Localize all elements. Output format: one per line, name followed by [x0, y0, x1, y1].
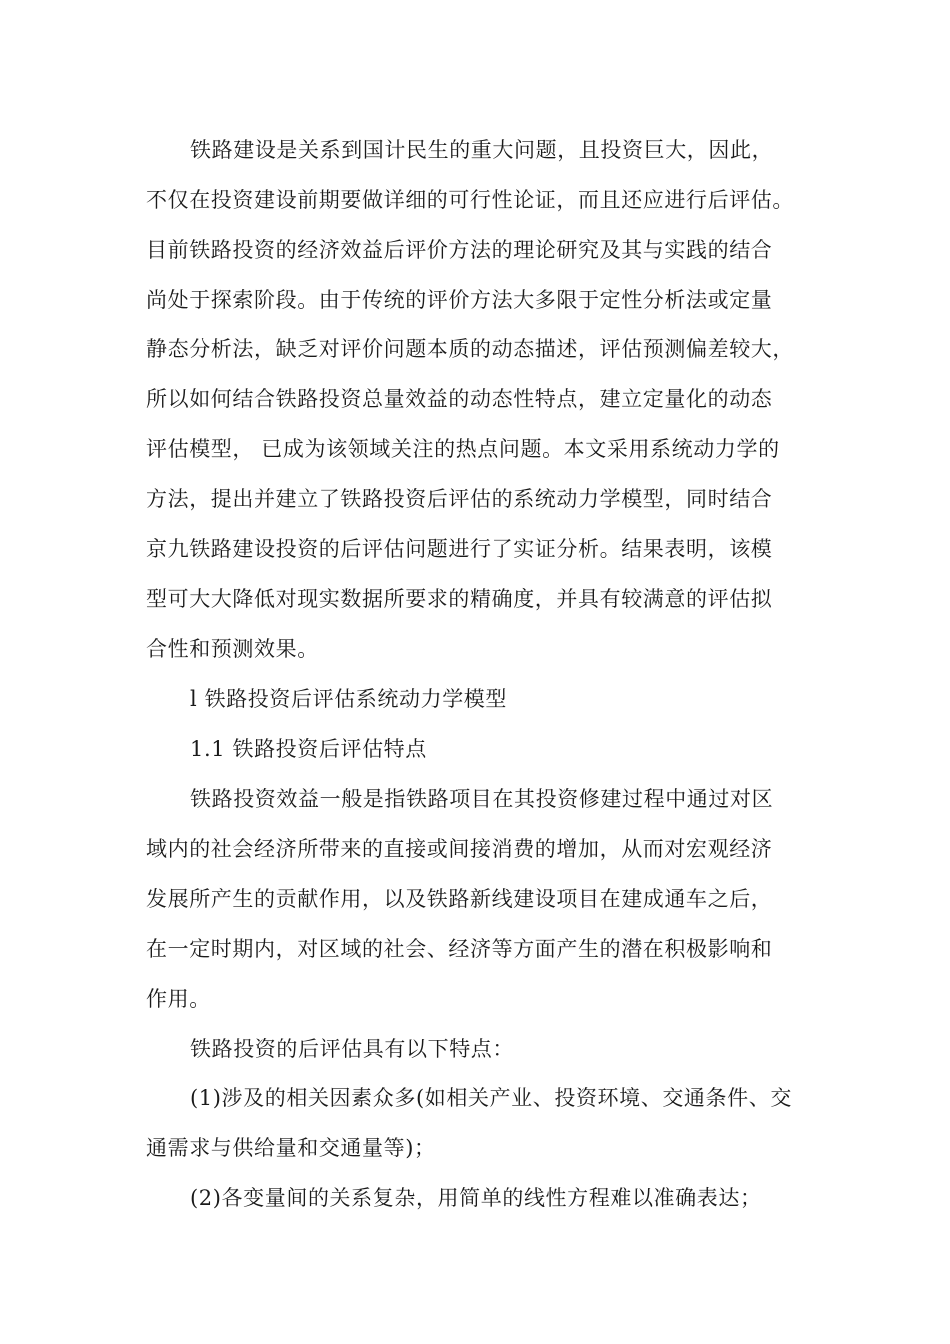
- paragraph-line: 合性和预测效果。: [146, 637, 319, 661]
- subsection-heading: 1.1 铁路投资后评估特点: [190, 737, 427, 761]
- list-item: (1)涉及的相关因素众多(如相关产业、投资环境、交通条件、交: [190, 1086, 792, 1110]
- paragraph-line: 评估模型， 已成为该领域关注的热点问题。本文采用系统动力学的: [146, 437, 780, 461]
- paragraph-line: 发展所产生的贡献作用，以及铁路新线建设项目在建成通车之后，: [146, 887, 773, 911]
- paragraph-line: 在一定时期内，对区域的社会、经济等方面产生的潜在积极影响和: [146, 937, 773, 961]
- list-item: (2)各变量间的关系复杂，用简单的线性方程难以准确表达；: [190, 1186, 762, 1210]
- paragraph-line: 型可大大降低对现实数据所要求的精确度，并具有较满意的评估拟: [146, 587, 773, 611]
- paragraph-line: 域内的社会经济所带来的直接或间接消费的增加，从而对宏观经济: [146, 837, 773, 861]
- paragraph-line: 目前铁路投资的经济效益后评价方法的理论研究及其与实践的结合: [146, 238, 773, 262]
- list-item: 通需求与供给量和交通量等)；: [146, 1136, 436, 1160]
- paragraph-line: 铁路投资效益一般是指铁路项目在其投资修建过程中通过对区: [190, 787, 774, 811]
- paragraph-line: 铁路建设是关系到国计民生的重大问题，且投资巨大，因此，: [190, 138, 774, 162]
- paragraph-line: 作用。: [146, 987, 211, 1011]
- paragraph-line: 所以如何结合铁路投资总量效益的动态性特点，建立定量化的动态: [146, 387, 773, 411]
- paragraph-line: 铁路投资的后评估具有以下特点：: [190, 1037, 514, 1061]
- paragraph-line: 不仅在投资建设前期要做详细的可行性论证，而且还应进行后评估。: [146, 188, 794, 212]
- paragraph-line: 静态分析法，缺乏对评价问题本质的动态描述，评估预测偏差较大，: [146, 337, 794, 361]
- section-heading: l 铁路投资后评估系统动力学模型: [190, 687, 507, 711]
- paragraph-line: 京九铁路建设投资的后评估问题进行了实证分析。结果表明，该模: [146, 537, 773, 561]
- paragraph-line: 方法，提出并建立了铁路投资后评估的系统动力学模型，同时结合: [146, 487, 773, 511]
- paragraph-line: 尚处于探索阶段。由于传统的评价方法大多限于定性分析法或定量: [146, 288, 773, 312]
